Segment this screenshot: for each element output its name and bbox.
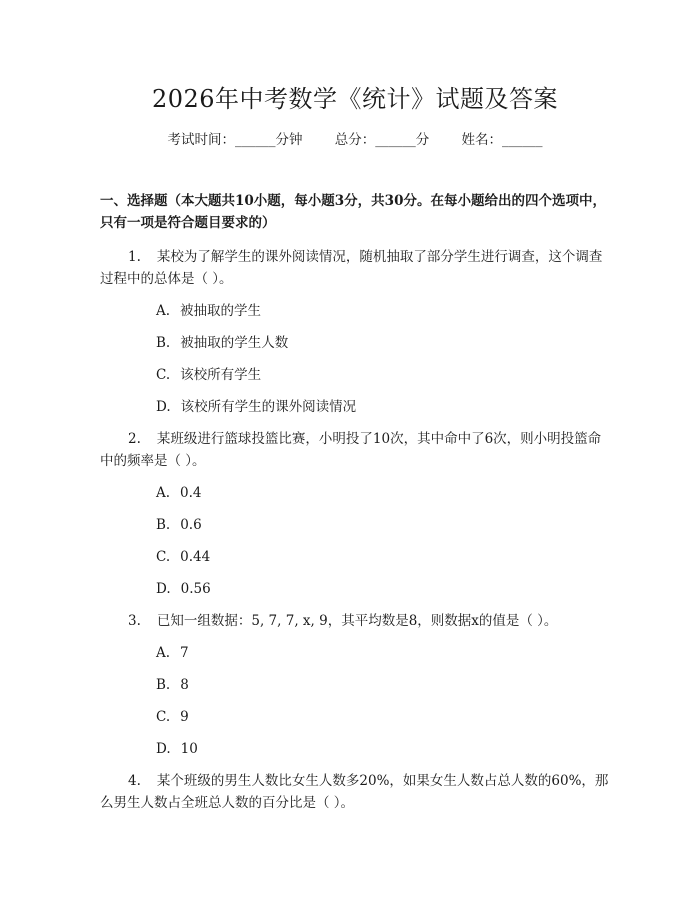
exam-info-line [100, 130, 610, 150]
option-text: 该校所有学生 [180, 367, 262, 383]
question-text: 某个班级的男生人数比女生人数多20%，如果女生人数占总人数的60%，那么男生人数占全班总人数的百分比是（ ）。 [100, 773, 609, 811]
option-letter: B. [156, 517, 171, 533]
option-text: 被抽取的学生 [180, 303, 262, 319]
question-2-options [100, 482, 610, 600]
page-title: 2026年中考数学《统计》试题及答案 [151, 85, 559, 113]
question-4 [100, 770, 610, 814]
option-letter: D. [156, 399, 171, 415]
option-text: 0.6 [180, 517, 202, 533]
question-number: 1. [128, 249, 141, 265]
option-letter: C. [156, 709, 171, 725]
option-d [100, 396, 610, 418]
option-letter: B. [156, 335, 171, 351]
option-text: 0.44 [180, 549, 211, 565]
option-text: 8 [180, 677, 189, 693]
option-text: 被抽取的学生人数 [180, 335, 289, 351]
question-number: 4. [128, 773, 141, 789]
option-b [100, 514, 610, 536]
option-a [100, 642, 610, 664]
question-number: 3. [128, 613, 141, 629]
option-letter: B. [156, 677, 171, 693]
option-letter: A. [156, 485, 171, 501]
question-3-options [100, 642, 610, 760]
option-letter: D. [156, 741, 171, 757]
question-2 [100, 428, 610, 472]
option-c [100, 546, 610, 568]
option-letter: A. [156, 645, 171, 661]
question-1-options [100, 300, 610, 418]
option-c [100, 706, 610, 728]
option-text: 7 [180, 645, 189, 661]
question-text: 某校为了解学生的课外阅读情况，随机抽取了部分学生进行调查，这个调查过程中的总体是（ ）。 [100, 249, 603, 287]
option-text: 9 [180, 709, 189, 725]
option-letter: D. [156, 581, 171, 597]
option-text: 该校所有学生的课外阅读情况 [180, 399, 357, 415]
option-letter: C. [156, 549, 171, 565]
question-3 [100, 610, 610, 632]
question-text: 某班级进行篮球投篮比赛，小明投了10次，其中命中了6次，则小明投篮命中的频率是（ ）。 [100, 431, 602, 469]
option-b [100, 332, 610, 354]
option-letter: C. [156, 367, 171, 383]
question-text: 已知一组数据：5, 7, 7, x, 9，其平均数是8，则数据x的值是（ ）。 [156, 613, 558, 629]
option-a [100, 482, 610, 504]
option-text: 0.56 [180, 581, 211, 597]
option-text: 0.4 [180, 485, 202, 501]
option-a [100, 300, 610, 322]
option-c [100, 364, 610, 386]
option-text: 10 [180, 741, 198, 757]
option-d [100, 738, 610, 760]
section-heading-choice: 一、选择题（本大题共10小题，每小题3分，共30分。在每小题给出的四个选项中，只有一项是符合题目要求的） [100, 193, 606, 231]
option-letter: A. [156, 303, 171, 319]
option-b [100, 674, 610, 696]
option-d [100, 578, 610, 600]
total-score-field: 总分：______分 [334, 132, 430, 148]
question-1 [100, 246, 610, 290]
question-number: 2. [128, 431, 141, 447]
student-name-field: 姓名：______ [461, 132, 543, 148]
exam-time-field: 考试时间：______分钟 [167, 132, 303, 148]
